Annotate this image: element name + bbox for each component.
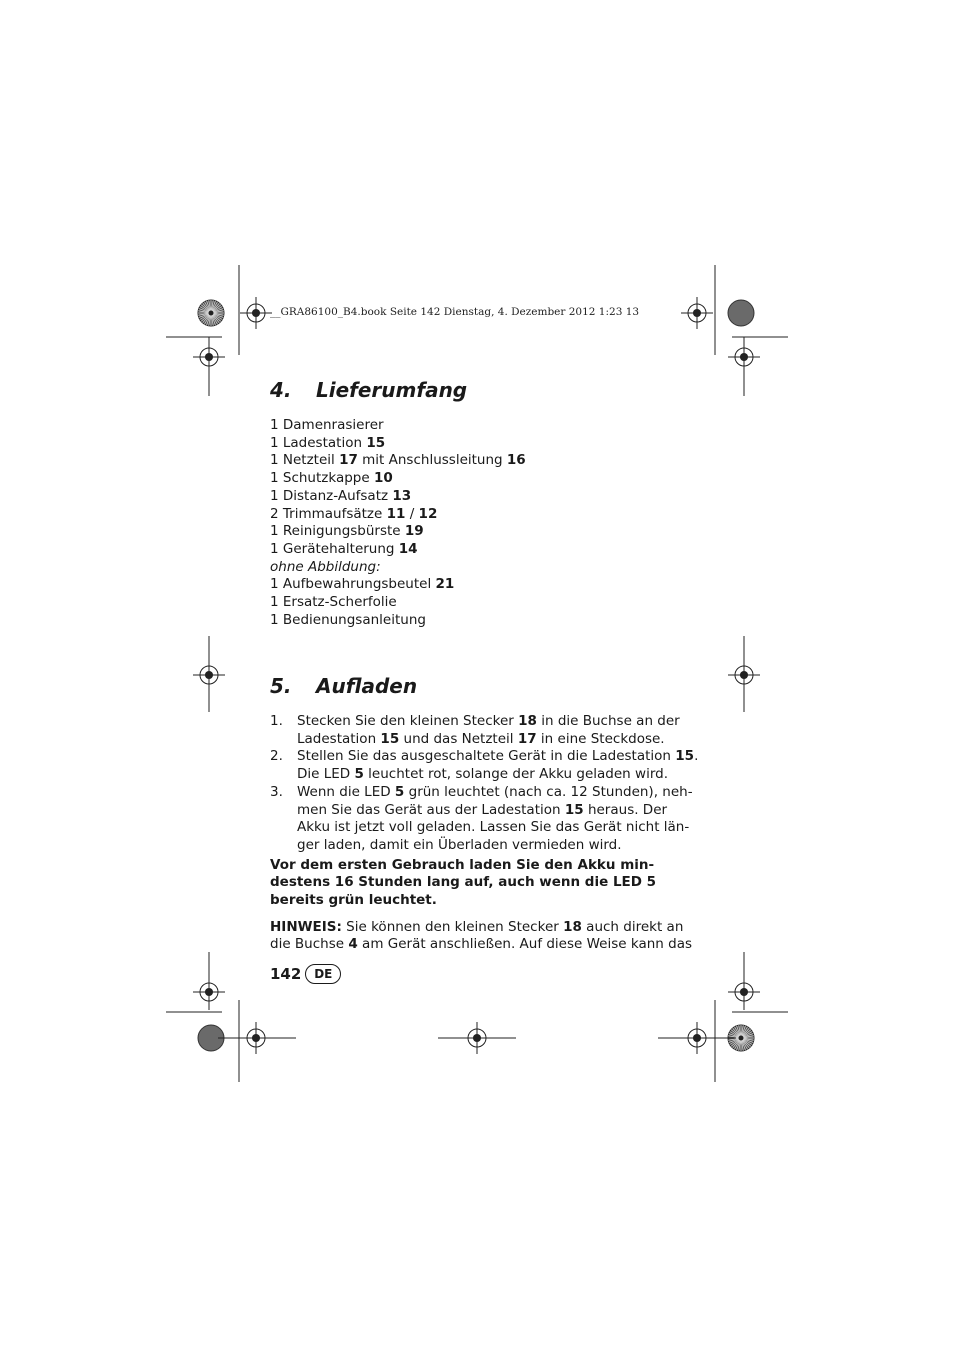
- charging-steps: [270, 713, 699, 855]
- page-number: 142: [270, 965, 302, 983]
- color-target-mark: [198, 300, 224, 326]
- list-item: 1 Reinigungsbürste 19: [270, 523, 424, 540]
- step-1: 1. Stecken Sie den kleinen Stecker 18 in die Buchse an der Ladestation 15 und das Netzteil 17 in eine Steckdose.: [270, 713, 680, 747]
- section-aufladen: [270, 670, 699, 954]
- list-item: 1 Aufbewahrungsbeutel 21: [270, 576, 455, 593]
- registration-mark: [728, 659, 760, 691]
- page-footer: [270, 964, 341, 984]
- section-heading: [270, 670, 670, 702]
- list-item: 1 Ladestation 15: [270, 434, 386, 451]
- list-item: 1 Damenrasierer: [270, 417, 384, 433]
- registration-mark: [728, 976, 760, 1008]
- list-item: 1 Bedienungsanleitung: [270, 611, 426, 628]
- step-3: 3. Wenn die LED 5 grün leuchtet (nach ca. 12 Stunden), neh- men Sie das Gerät aus der Ladestation 15 heraus. Der Akku ist jetzt voll geladen. Lassen Sie das Gerät nicht län- ger laden, damit ein Überladen vermieden wird.: [270, 783, 693, 853]
- language-badge: DE: [305, 964, 341, 984]
- registration-mark: [728, 341, 760, 373]
- hint-paragraph: HINWEIS: Sie können den kleinen Stecker 18 auch direkt an die Buchse 4 am Gerät anschließen. Auf diese Weise kann das: [270, 918, 692, 953]
- section-title: Lieferumfang: [316, 378, 468, 402]
- list-item: 1 Distanz-Aufsatz 13: [270, 487, 412, 504]
- list-item: 1 Gerätehalterung 14: [270, 540, 418, 557]
- section-title: Aufladen: [316, 674, 418, 698]
- section-number: 5.: [270, 674, 292, 698]
- grey-target-mark: [728, 300, 754, 326]
- list-item: 2 Trimmaufsätze 11 / 12: [270, 505, 438, 522]
- section-lieferumfang: [270, 374, 670, 629]
- registration-mark: [240, 297, 272, 329]
- step-2: 2. Stellen Sie das ausgeschaltete Gerät in die Ladestation 15. Die LED 5 leuchtet rot, solange der Akku geladen wird.: [270, 748, 699, 783]
- section-number: 4.: [270, 378, 292, 402]
- print-header: __GRA86100_B4.book Seite 142 Dienstag, 4. Dezember 2012 1:23 13: [270, 306, 640, 318]
- registration-mark: [193, 341, 225, 373]
- registration-mark: [681, 297, 713, 329]
- registration-mark: [193, 659, 225, 691]
- list-item: 1 Ersatz-Scherfolie: [270, 594, 397, 611]
- not-shown-label: ohne Abbildung:: [270, 558, 381, 575]
- list-item: 1 Schutzkappe 10: [270, 470, 393, 487]
- charging-note: Vor dem ersten Gebrauch laden Sie den Akku min- destens 16 Stunden lang auf, auch wenn die LED 5 bereits grün leuchtet.: [270, 856, 657, 909]
- registration-mark: [193, 976, 225, 1008]
- section-heading: [270, 374, 670, 406]
- hint-label: HINWEIS:: [270, 918, 342, 935]
- delivery-list: [270, 417, 670, 629]
- list-item: 1 Netzteil 17 mit Anschlussleitung 16: [270, 452, 526, 469]
